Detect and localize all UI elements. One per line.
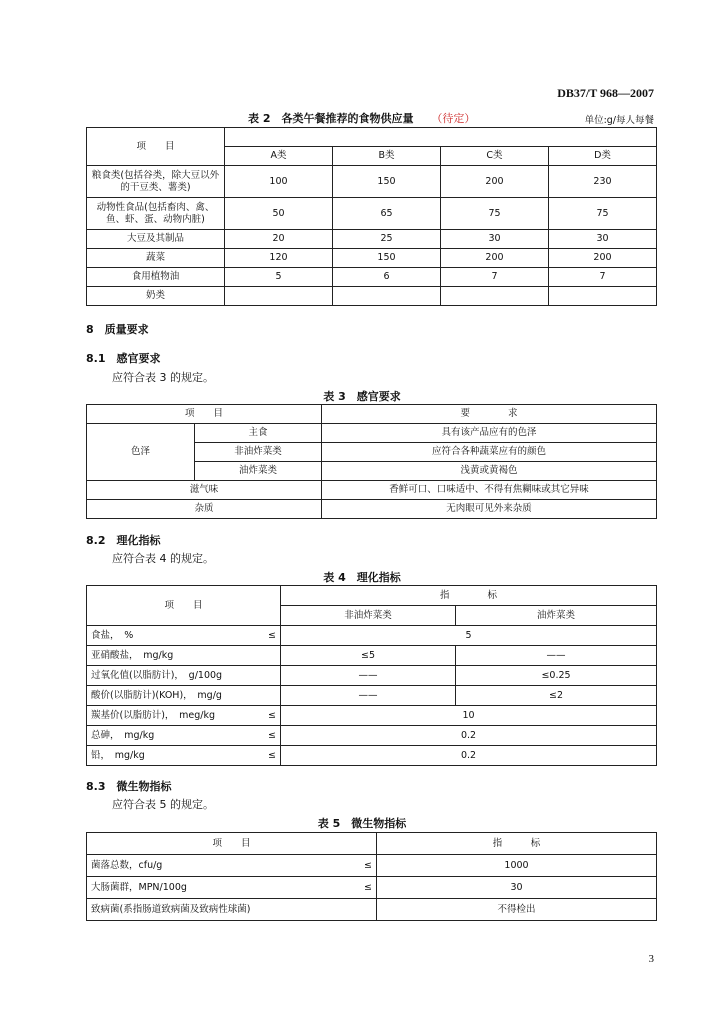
table4-row-label-cell [87,746,281,766]
table3-caption: 表 3 感官要求 [323,390,401,403]
section-8-2-text: 应符合表 4 的规定。 [112,552,214,565]
section-8-3-text: 应符合表 5 的规定。 [112,798,214,811]
table5-row-label-cell [87,899,377,921]
table5-header-item: 项 目 [87,833,377,855]
table2 [86,127,657,306]
table4-caption: 表 4 理化指标 [323,571,401,584]
table-row [87,249,657,268]
table-row [87,500,657,519]
table-row [87,877,657,899]
table4 [86,585,657,766]
table3-req: 具有该产品应有的色泽 [322,424,657,443]
table4-row-label: 酸价(以脂肪计)(KOH)， mg/g [91,689,222,701]
table2-row-label: 大豆及其制品 [87,230,225,249]
table3-req: 香鲜可口、口味适中、不得有焦糊味或其它异味 [322,481,657,500]
table3-label: 滋气味 [87,481,322,500]
table-row [87,666,657,686]
table4-sub-col: 油炸菜类 [456,606,657,626]
table2-row-label: 奶类 [87,287,225,306]
table3 [86,404,657,519]
table4-merged-value: 0.2 [281,746,657,766]
table2-col-header: C类 [441,147,549,166]
table-row [87,855,657,877]
table-row [87,726,657,746]
table3-header-item: 项 目 [87,405,322,424]
table5-value: 不得检出 [377,899,657,921]
table5-row-label: 大肠菌群，MPN/100g [91,881,187,893]
table4-row-label: 过氧化值(以脂肪计)， g/100g [91,669,223,681]
table-row [87,128,657,147]
table2-col-header: D类 [549,147,657,166]
table4-value: —— [281,686,456,706]
table-row [87,481,657,500]
table-row [87,646,657,666]
table5-caption: 表 5 微生物指标 [317,817,407,830]
table2-cell [549,287,657,306]
table3-sub-label: 非油炸菜类 [195,443,322,462]
table2-cell: 25 [333,230,441,249]
table2-header-item: 项 目 [87,128,225,166]
le-symbol: ≤ [268,709,276,721]
table-row [87,198,657,230]
le-symbol: ≤ [364,859,372,871]
section-8-title: 8 质量要求 [86,323,149,336]
table2-cell: 200 [441,166,549,198]
table4-value: ≤2 [456,686,657,706]
table4-header-index: 指 标 [281,586,657,606]
table-row [87,899,657,921]
table2-row-label: 动物性食品(包括畜肉、禽、鱼、虾、蛋、动物内脏) [87,198,225,230]
le-symbol: ≤ [268,629,276,641]
table4-merged-value: 0.2 [281,726,657,746]
table2-caption: 表 2 各类午餐推荐的食物供应量 [248,112,414,125]
table2-cell: 75 [549,198,657,230]
table2-cell: 200 [549,249,657,268]
section-8-3-title: 8.3 微生物指标 [86,780,172,793]
table5-row-label: 致病菌(系指肠道致病菌及致病性球菌) [91,903,251,915]
table-row [87,686,657,706]
table-row [87,746,657,766]
table3-color-group: 色泽 [87,424,195,481]
table4-value: ≤5 [281,646,456,666]
le-symbol: ≤ [268,749,276,761]
table2-cell: 65 [333,198,441,230]
table5-header-index: 指 标 [377,833,657,855]
table4-row-label: 铅， mg/kg [91,749,145,761]
table2-cell: 150 [333,249,441,268]
table-row [87,405,657,424]
table4-row-label-cell [87,726,281,746]
section-8-1-title: 8.1 感官要求 [86,352,161,365]
table3-label: 杂质 [87,500,322,519]
table2-cell: 120 [225,249,333,268]
table2-unit: 单位:g/每人每餐 [584,115,654,126]
table2-pending-note: （待定） [431,112,476,125]
table2-cell: 200 [441,249,549,268]
table2-cell: 6 [333,268,441,287]
section-8-2-title: 8.2 理化指标 [86,534,161,547]
table3-req: 应符合各种蔬菜应有的颜色 [322,443,657,462]
table-row [87,268,657,287]
table5-row-label-cell [87,855,377,877]
table-row [87,424,657,443]
table2-row-label: 蔬菜 [87,249,225,268]
table5-row-label: 菌落总数，cfu/g [91,859,163,871]
table4-row-label-cell [87,666,281,686]
table-row [87,166,657,198]
table4-sub-col: 非油炸菜类 [281,606,456,626]
table2-cell: 150 [333,166,441,198]
table4-row-label-cell [87,706,281,726]
table-row [87,230,657,249]
table4-row-label-cell [87,686,281,706]
le-symbol: ≤ [364,881,372,893]
table2-cell: 30 [549,230,657,249]
table2-header-blank [225,128,657,147]
table2-col-header: B类 [333,147,441,166]
table2-cell [333,287,441,306]
page-number: 3 [648,953,654,965]
table-row [87,287,657,306]
table2-cell: 50 [225,198,333,230]
table2-cell [225,287,333,306]
table5 [86,832,657,921]
table4-merged-value: 5 [281,626,657,646]
table4-value: —— [456,646,657,666]
table2-cell: 75 [441,198,549,230]
table5-value: 1000 [377,855,657,877]
table5-value: 30 [377,877,657,899]
table4-row-label: 食盐， % [91,629,134,641]
section-8-1-text: 应符合表 3 的规定。 [112,371,214,384]
table2-cell: 30 [441,230,549,249]
table4-row-label: 羰基价(以脂肪计)， meg/kg [91,709,216,721]
table5-row-label-cell [87,877,377,899]
le-symbol: ≤ [268,729,276,741]
table4-row-label-cell [87,626,281,646]
table4-header-item: 项 目 [87,586,281,626]
table2-col-header: A类 [225,147,333,166]
table2-row-label: 粮食类(包括谷类，除大豆以外的干豆类、薯类) [87,166,225,198]
document-number: DB37/T 968—2007 [557,86,654,100]
table-row [87,626,657,646]
table3-req: 无肉眼可见外来杂质 [322,500,657,519]
table2-cell: 5 [225,268,333,287]
table4-value: ≤0.25 [456,666,657,686]
table-row [87,586,657,606]
table2-cell: 20 [225,230,333,249]
table3-sub-label: 主食 [195,424,322,443]
table3-sub-label: 油炸菜类 [195,462,322,481]
table-row [87,706,657,726]
table4-row-label: 亚硝酸盐， mg/kg [91,649,174,661]
table2-cell: 230 [549,166,657,198]
table2-cell: 100 [225,166,333,198]
table3-header-req: 要 求 [322,405,657,424]
table2-row-label: 食用植物油 [87,268,225,287]
table2-cell: 7 [549,268,657,287]
table4-row-label: 总砷， mg/kg [91,729,155,741]
table2-caption-row [248,110,475,126]
table-row [87,833,657,855]
table4-row-label-cell [87,646,281,666]
table4-value: —— [281,666,456,686]
table2-cell: 7 [441,268,549,287]
table4-merged-value: 10 [281,706,657,726]
table2-cell [441,287,549,306]
table3-req: 浅黄或黄褐色 [322,462,657,481]
